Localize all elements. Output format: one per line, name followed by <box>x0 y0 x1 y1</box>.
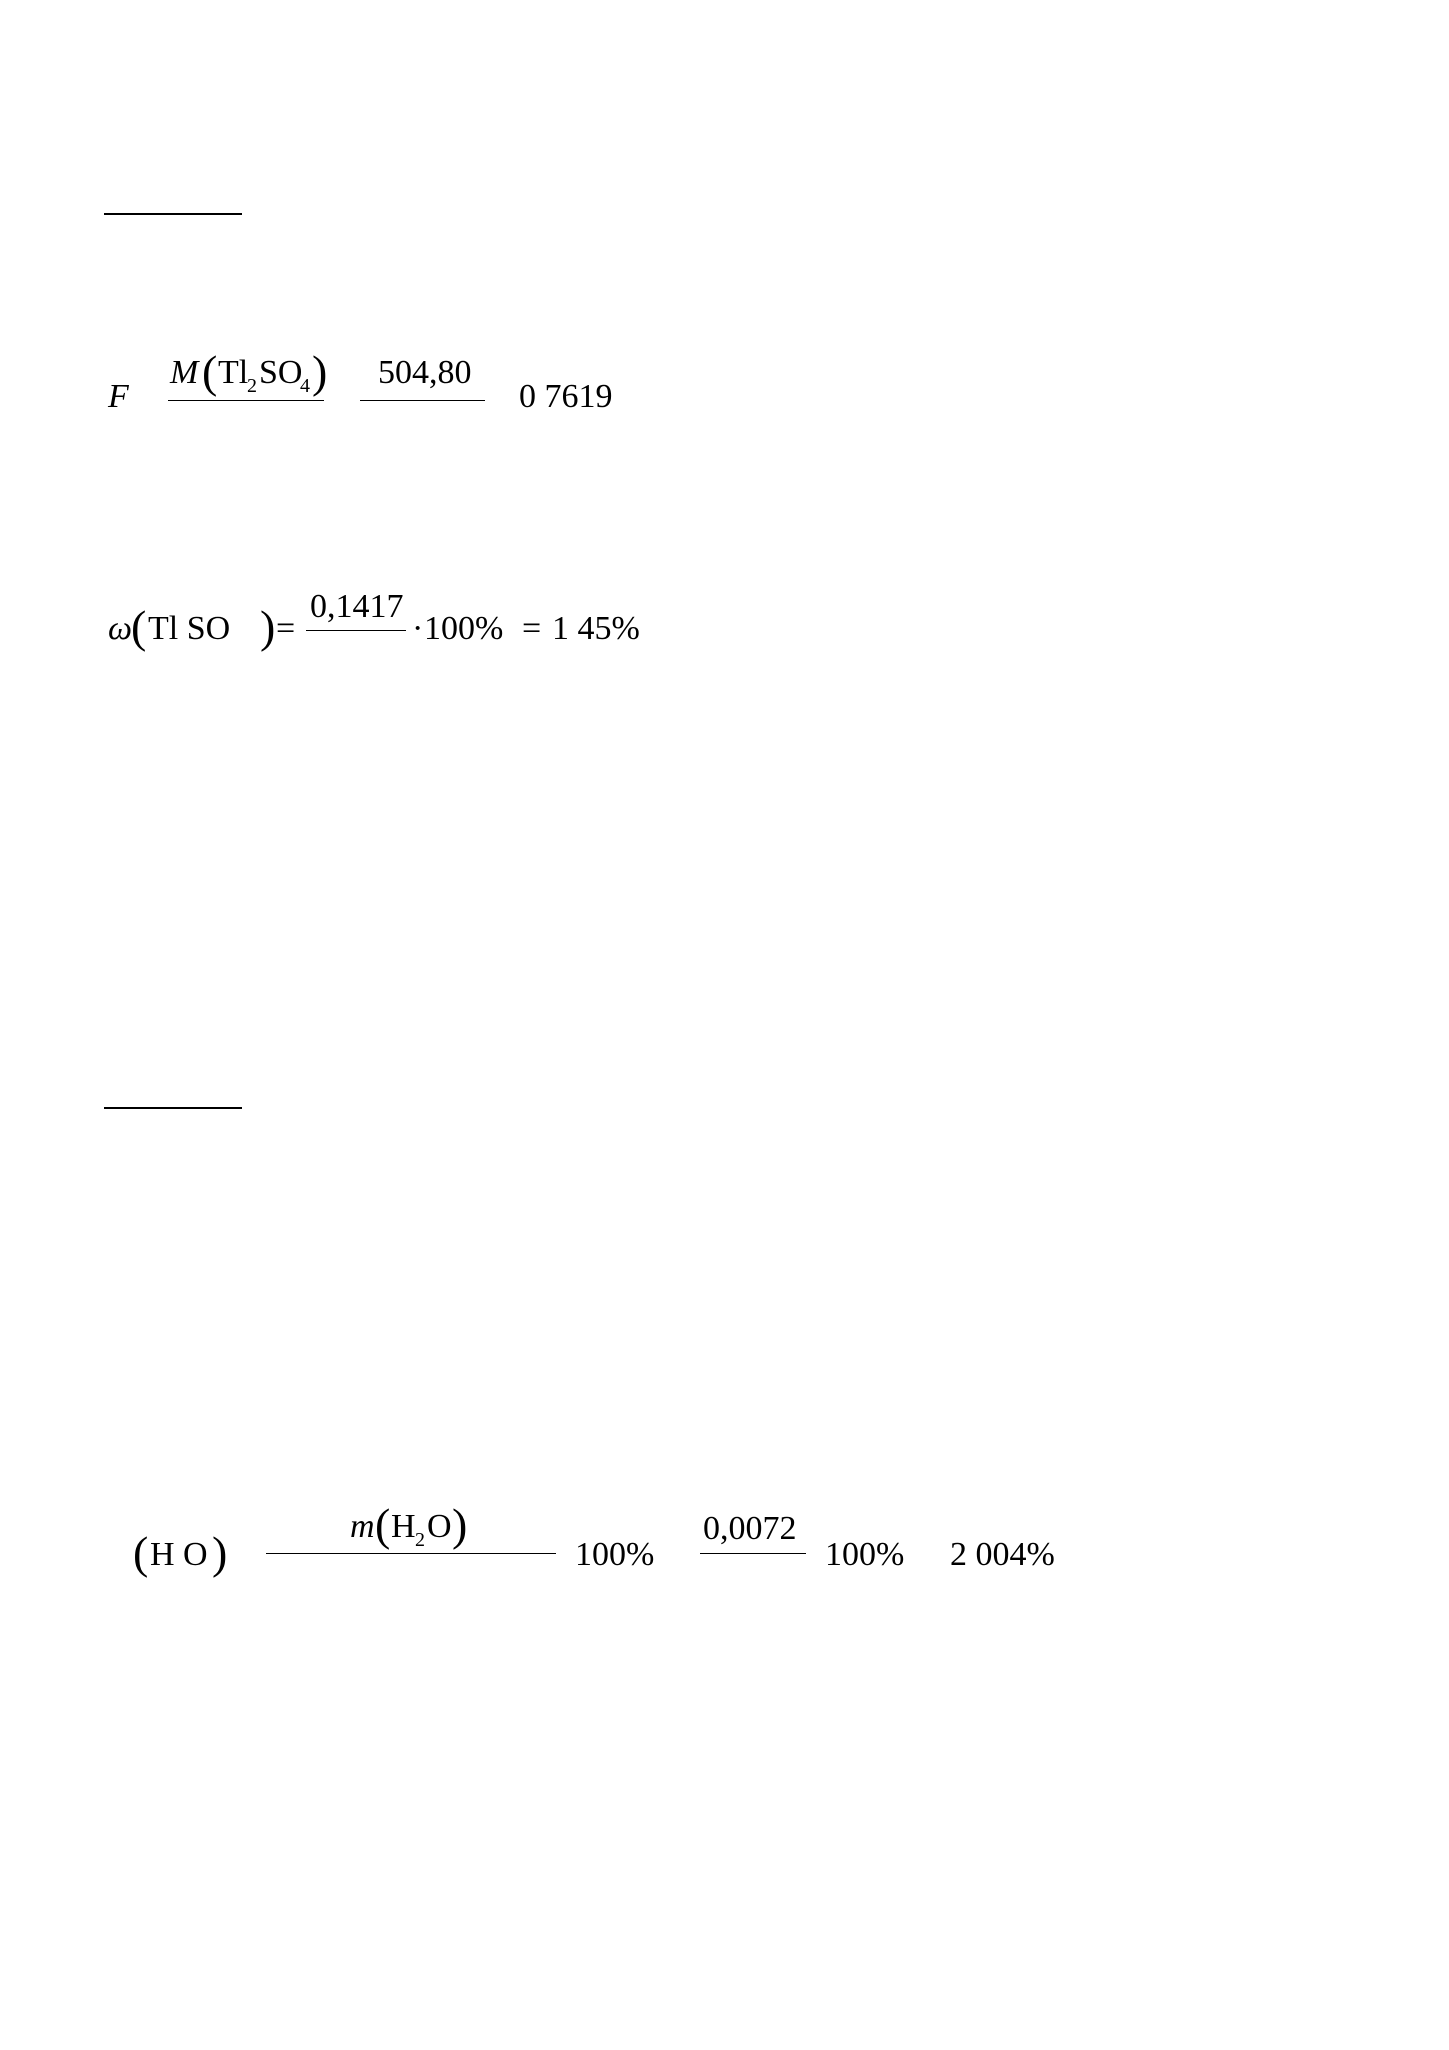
formula-tl: Tl <box>218 354 249 391</box>
hundred-percent-1: 100% <box>575 1536 655 1573</box>
fraction-bar-3 <box>306 630 406 631</box>
formula-o: O <box>427 1508 452 1545</box>
paren-close: ) <box>212 1527 228 1578</box>
equals-sign-2: = <box>522 610 542 647</box>
subscript-2: 2 <box>415 1529 425 1551</box>
mass-symbol: m <box>350 1508 375 1545</box>
formula-h: H <box>391 1508 416 1545</box>
dot-operator: · <box>412 610 424 647</box>
paren-close: ) <box>312 346 328 397</box>
fraction-bar-5 <box>700 1553 806 1554</box>
mass-fraction-result: 1 45% <box>552 610 640 647</box>
fraction-bar-2 <box>360 400 485 401</box>
fraction-numerator: 0,1417 <box>310 588 404 625</box>
subscript-2: 2 <box>247 375 257 397</box>
molar-mass-symbol: M <box>170 354 199 391</box>
paren-open: ( <box>202 346 218 397</box>
hundred-percent: 100% <box>424 610 504 647</box>
numeric-numerator: 504,80 <box>378 354 472 391</box>
numeric-numerator: 0,0072 <box>703 1510 797 1547</box>
factor-symbol: F <box>108 378 129 415</box>
fraction-bar-1 <box>168 400 324 401</box>
subscript-4: 4 <box>300 375 310 397</box>
paren-open: ( <box>131 601 147 652</box>
fraction-bar-4 <box>266 1553 556 1554</box>
section-rule-2 <box>104 1107 242 1109</box>
section-rule-1 <box>104 213 242 215</box>
factor-result: 0 7619 <box>519 378 613 415</box>
formula-h-o: H O <box>150 1536 208 1573</box>
paren-close: ) <box>260 601 276 652</box>
formula-tl-so: Tl SO <box>148 610 231 647</box>
equals-sign: = <box>276 610 296 647</box>
paren-open: ( <box>375 1499 391 1550</box>
omega-symbol: ω <box>108 610 133 647</box>
paren-close: ) <box>452 1499 468 1550</box>
formula-so: SO <box>259 354 303 391</box>
hundred-percent-2: 100% <box>825 1536 905 1573</box>
paren-open: ( <box>133 1527 149 1578</box>
water-fraction-result: 2 004% <box>950 1536 1055 1573</box>
